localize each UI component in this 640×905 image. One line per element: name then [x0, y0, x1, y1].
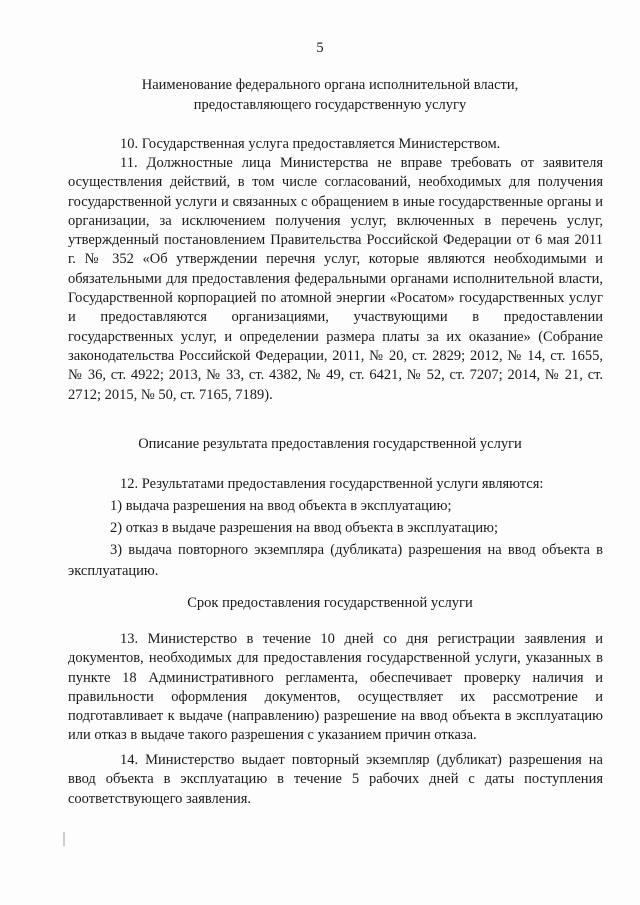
list-item: 3) выдача повторного экземпляра (дубликата) разрешения на ввод объекта в эксплуатацию.: [68, 542, 603, 579]
section-heading-authority: [60, 76, 600, 115]
paragraph-13: 13. Министерство в течение 10 дней со дня регистрации заявления и документов, необходимых для предоставления государственной услуги, указанных в пункте 18 Административного регламента, обеспечивает проверку наличия и правильности оформления документов, осуществляет их рассмотрение и подготавливает к выдаче (направлению) разрешение на ввод объекта в эксплуатацию или отказ в выдаче такого разрешения с указанием причин отказа.: [68, 631, 603, 744]
paragraph-11: 11. Должностные лица Министерства не вправе требовать от заявителя осуществления действий, в том числе согласований, необходимых для получения государственной услуги и связанных с обращением в иные государственные органы и организации, за исключением получения услуг, включенных в перечень услуг, утвержденный постановлением Правительства Российской Федерации от 6 мая 2011 г. № 352 «Об утверждении перечня услуг, которые являются необходимыми и обязательными для предоставления федеральными органами исполнительной власти, Государственной корпорацией по атомной энергии «Росатом» государственных услуг и предоставляются организациями, участвующими в предоставлении государственных услуг, и определении размера платы за их оказание» (Собрание законодательства Российской Федерации, 2011, № 20, ст. 2829; 2012, № 14, ст. 1655, № 36, ст. 4922; 2013, № 33, ст. 4382, № 49, ст. 6421, № 52, ст. 7207; 2014, № 21, ст. 2712; 2015, № 50, ст. 7165, 7189).: [68, 155, 603, 403]
page-number: 5: [316, 40, 324, 56]
heading-line: предоставляющего государственную услугу: [193, 96, 467, 113]
section-heading-term: Срок предоставления государственной услуги: [187, 595, 473, 611]
paragraph-14: 14. Министерство выдает повторный экземпляр (дубликат) разрешения на ввод объекта в эксплуатацию в течение 5 рабочих дней с даты поступления соответствующего заявления.: [68, 752, 603, 807]
paragraph-10: 10. Государственная услуга предоставляется Министерством.: [120, 136, 501, 152]
list-item: 2) отказ в выдаче разрешения на ввод объекта в эксплуатацию;: [110, 520, 499, 536]
list-item: 1) выдача разрешения на ввод объекта в эксплуатацию;: [110, 498, 452, 514]
scan-mark: [63, 832, 65, 846]
section-heading-result: Описание результата предоставления государственной услуги: [138, 436, 522, 452]
paragraph-12: 12. Результатами предоставления государственной услуги являются:: [120, 476, 544, 492]
heading-line: Наименование федерального органа исполнительной власти,: [141, 77, 519, 93]
